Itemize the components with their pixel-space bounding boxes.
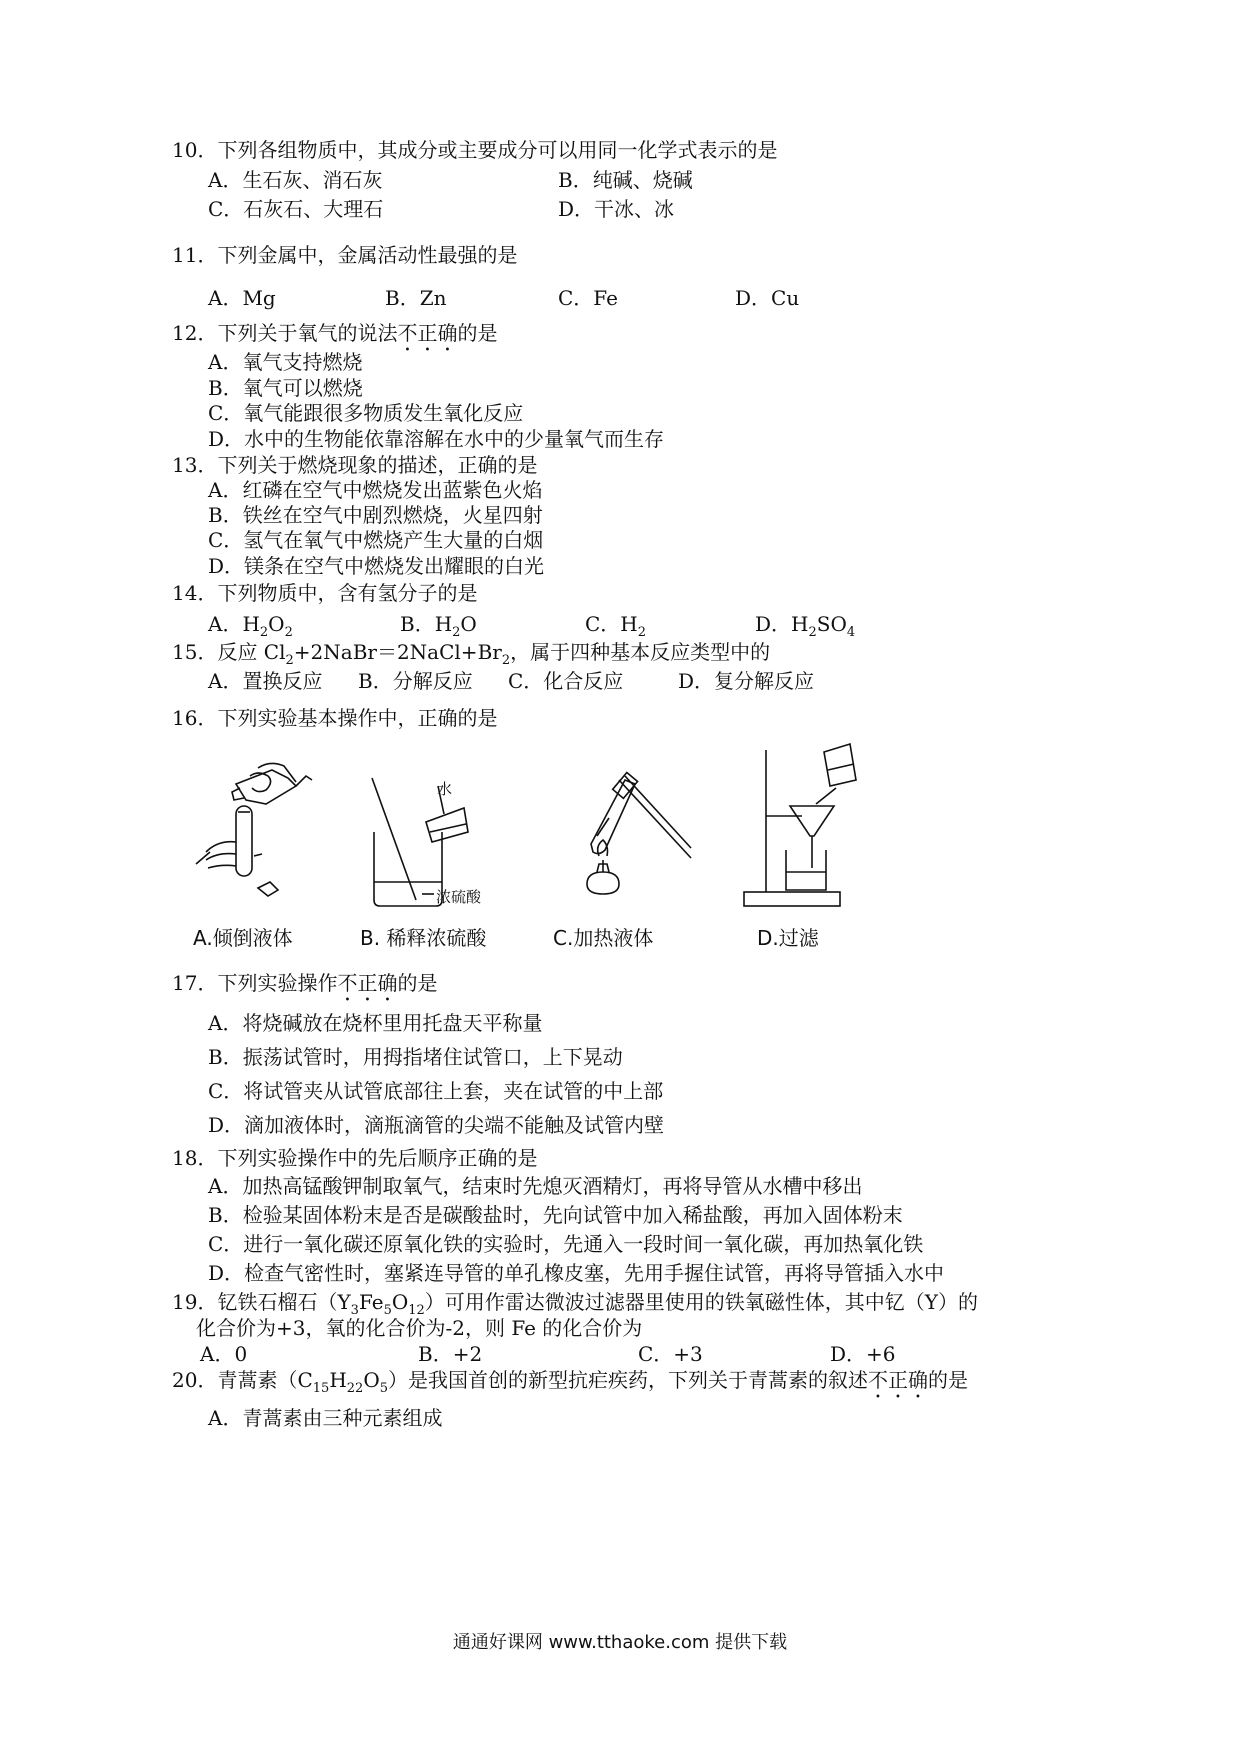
figure-caption-c: C.加热液体 (553, 926, 654, 950)
q18-option-a: A．加热高锰酸钾制取氧气，结束时先熄灭酒精灯，再将导管从水槽中移出 (208, 1174, 863, 1198)
q12-option-a: A．氧气支持燃烧 (208, 350, 363, 374)
q19-option-c: C．+3 (638, 1342, 703, 1366)
q16-stem: 16．下列实验基本操作中，正确的是 (172, 706, 498, 730)
q20-stem: 20．青蒿素$(C_{15}H_{22}O_5)$是我国首创的新型抗疟疾药，下列关于青蒿素的叙述不正确的是 (172, 1368, 968, 1396)
page-footer: 通通好课网 www.tthaoke.com 提供下载 (452, 1632, 788, 1653)
q15-option-d: D．复分解反应 (678, 669, 815, 693)
q18-option-c: C．进行一氧化碳还原氧化铁的实验时，先通入一段时间一氧化碳，再加热氧化铁 (208, 1232, 924, 1256)
q13-option-b: B．铁丝在空气中剧烈燃烧，火星四射 (208, 503, 543, 527)
q15-option-c: C．化合反应 (508, 669, 624, 693)
q15-option-a: A．置换反应 (208, 669, 323, 693)
q14-stem: 14．下列物质中，含有氢分子的是 (172, 581, 478, 605)
q11-option-d: D．Cu (735, 286, 800, 310)
q20-option-a: A．青蒿素由三种元素组成 (208, 1406, 443, 1430)
q13-option-c: C．氢气在氧气中燃烧产生大量的白烟 (208, 528, 544, 552)
q15-option-b: B．分解反应 (358, 669, 473, 693)
q10-option-c: C．石灰石、大理石 (208, 197, 384, 221)
figure-caption-b: B. 稀释浓硫酸 (360, 926, 487, 950)
q19-option-a: A．0 (200, 1342, 248, 1366)
q12-option-b: B．氧气可以燃烧 (208, 376, 363, 400)
q10-option-b: B．纯碱、烧碱 (558, 168, 693, 192)
q18-stem: 18．下列实验操作中的先后顺序正确的是 (172, 1146, 538, 1170)
q10-option-d: D．干冰、冰 (558, 197, 675, 221)
acid-label: 浓硫酸 (436, 888, 482, 906)
figure-caption-d: D.过滤 (757, 926, 819, 950)
q12-option-d: D．水中的生物能依靠溶解在水中的少量氧气而生存 (208, 427, 665, 451)
q17-option-c: C．将试管夹从试管底部往上套，夹在试管的中上部 (208, 1079, 664, 1103)
q17-option-b: B．振荡试管时，用拇指堵住试管口，上下晃动 (208, 1045, 623, 1069)
q17-stem: 17．下列实验操作不正确的是 (172, 971, 438, 995)
q11-option-c: C．Fe (558, 286, 618, 310)
q11-option-a: A．Mg (208, 286, 276, 310)
q17-option-a: A．将烧碱放在烧杯里用托盘天平称量 (208, 1011, 543, 1035)
figure-caption-a: A.倾倒液体 (193, 926, 293, 950)
q19-option-d: D．+6 (830, 1342, 896, 1366)
q14-option-a: A．$H_2O_2$ (208, 612, 293, 640)
q14-option-b: B．$H_2O$ (400, 612, 477, 640)
q10-stem: 10．下列各组物质中，其成分或主要成分可以用同一化学式表示的是 (172, 138, 778, 162)
q14-option-c: C．$H_2$ (585, 612, 647, 640)
q12-stem: 12．下列关于氧气的说法不正确的是 (172, 321, 498, 345)
q13-option-a: A．红磷在空气中燃烧发出蓝紫色火焰 (208, 478, 543, 502)
q13-stem: 13．下列关于燃烧现象的描述，正确的是 (172, 453, 538, 477)
q19-stem: 19．钇铁石榴石$(Y_3Fe_5O_{12})$可用作雷达微波过滤器里使用的铁氧磁性体，其中钇（Y）的 (172, 1290, 978, 1318)
q15-stem: 15．反应 $Cl_2+2NaBr=2NaCl+Br_2$，属于四种基本反应类型中的 (172, 640, 771, 668)
heating-liquid-figure (565, 760, 695, 910)
q19-stem-line2: 化合价为+3，氧的化合价为-2，则 Fe 的化合价为 (196, 1316, 643, 1340)
q12-option-c: C．氧气能跟很多物质发生氧化反应 (208, 401, 524, 425)
q13-option-d: D．镁条在空气中燃烧发出耀眼的白光 (208, 554, 545, 578)
q17-option-d: D．滴加液体时，滴瓶滴管的尖端不能触及试管内壁 (208, 1113, 665, 1137)
q11-option-b: B．Zn (385, 286, 447, 310)
water-label: 水 (437, 780, 453, 798)
filtration-figure (740, 740, 860, 910)
q11-stem: 11．下列金属中，金属活动性最强的是 (172, 243, 518, 267)
q19-option-b: B．+2 (418, 1342, 483, 1366)
q18-option-d: D．检查气密性时，塞紧连导管的单孔橡皮塞，先用手握住试管，再将导管插入水中 (208, 1261, 945, 1285)
pouring-liquid-figure (188, 760, 318, 910)
q10-option-a: A．生石灰、消石灰 (208, 168, 383, 192)
q18-option-b: B．检验某固体粉末是否是碳酸盐时，先向试管中加入稀盐酸，再加入固体粉末 (208, 1203, 903, 1227)
q14-option-d: D．$H_2SO_4$ (755, 612, 856, 640)
